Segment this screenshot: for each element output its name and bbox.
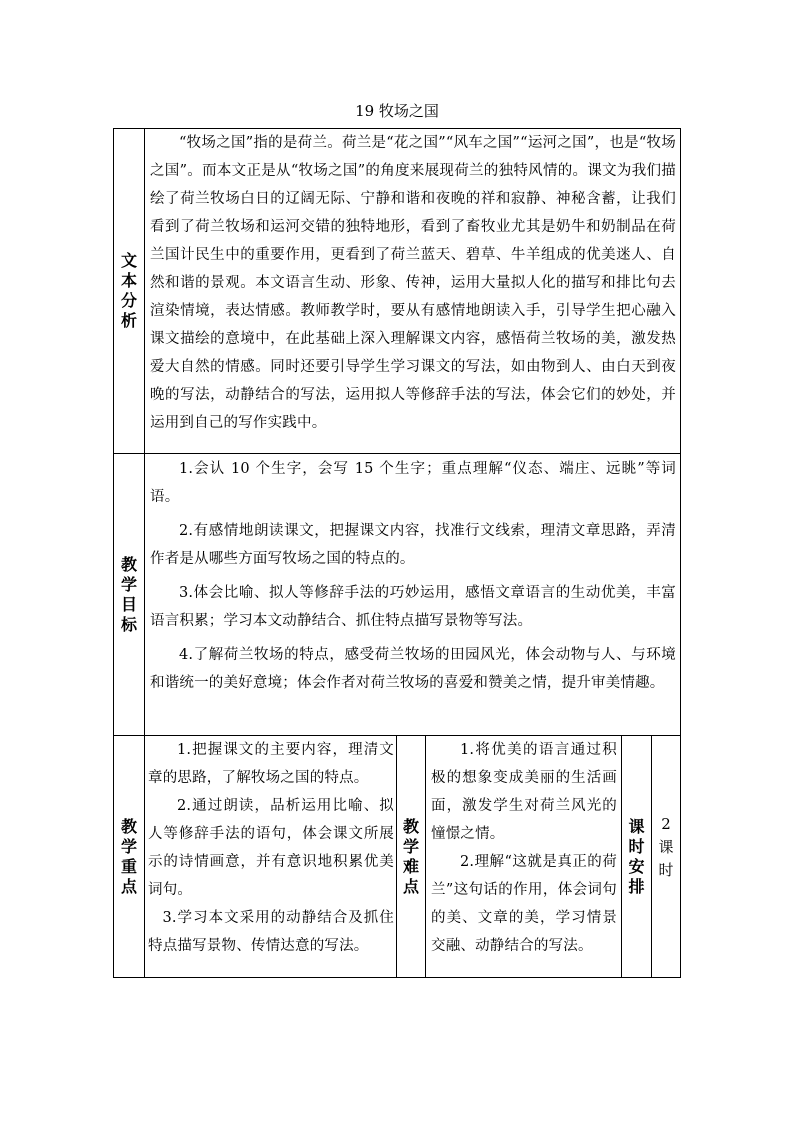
objectives-label: 教学目标: [120, 554, 137, 634]
analysis-paragraph: “牧场之国”指的是荷兰。荷兰是“花之国”“风车之国”“运河之国”，也是“牧场之国”。而本文正是从“牧场之国”的角度来展现荷兰的独特风情的。课文为我们描绘了荷兰牧场白日的辽阔无际、宁静和谐和夜晚的祥和寂静、神秘含蓄，让我们看到了荷兰牧场和运河交错的独特地形，看到了畜牧业尤其是奶牛和奶制品在荷兰国计民生中的重要作用，更看到了荷兰蓝天、碧草、牛羊组成的优美迷人、自然和谐的景观。本文语言生动、形象、传神，运用大量拟人化的描写和排比句去渲染情境，表达情感。教师教学时，要从有感情地朗读入手，引导学生把心融入课文描绘的意境中，在此基础上深入理解课文内容，感悟荷兰牧场的美，激发热爱大自然的情感。同时还要引导学生学习课文的写法，如由物到人、由白天到夜晚的写法，动静结合的写法，运用拟人等修辞手法的写法，体会它们的妙处，并运用到自己的写作实践中。: [150, 135, 676, 431]
objective-item: 2.有感情地朗读课文，把握课文内容，找准行文线索，理清文章思路，弄清作者是从哪些方面写牧场之国的特点的。: [150, 523, 676, 567]
objective-item: 1.会认 10 个生字，会写 15 个生字；重点理解“仪态、端庄、远眺”等词语。: [150, 461, 676, 505]
objective-item: 3.体会比喻、拟人等修辞手法的巧妙运用，感悟文章语言的生动优美，丰富语言积累；学习本文动静结合、抓住特点描写景物等写法。: [150, 585, 676, 629]
lesson-plan-table: [113, 128, 681, 978]
key-points-label: 教学重点: [120, 816, 137, 896]
analysis-text: [150, 129, 676, 453]
objectives-list: [150, 455, 676, 735]
key-points-list: [148, 736, 394, 977]
analysis-label: 文本分析: [120, 251, 137, 330]
difficulty-item: 1.将优美的语言通过积极的想象变成美丽的生活画面，激发学生对荷兰风光的憧憬之情。: [431, 742, 617, 842]
page-title: 19 牧场之国: [355, 102, 439, 120]
difficulties-list: [431, 736, 617, 977]
key-point-item: 3.学习本文采用的动静结合及抓住特点描写景物、传情达意的写法。: [148, 910, 394, 954]
difficulty-item: 2.理解“这就是真正的荷兰”这句话的作用，体会词句的美、文章的美，学习情景交融、动静结合的写法。: [431, 854, 617, 954]
difficulties-label: 教学难点: [402, 816, 419, 896]
schedule-label: 课时安排: [628, 816, 645, 896]
schedule-value: 2 课时: [658, 815, 674, 879]
key-point-item: 1.把握课文的主要内容，理清文章的思路，了解牧场之国的特点。: [148, 742, 394, 786]
objective-item: 4.了解荷兰牧场的特点，感受荷兰牧场的田园风光，体会动物与人、与环境和谐统一的美好意境；体会作者对荷兰牧场的喜爱和赞美之情，提升审美情趣。: [150, 647, 676, 691]
key-point-item: 2.通过朗读，品析运用比喻、拟人等修辞手法的语句，体会课文所展示的诗情画意，并有意识地积累优美词句。: [148, 798, 394, 898]
